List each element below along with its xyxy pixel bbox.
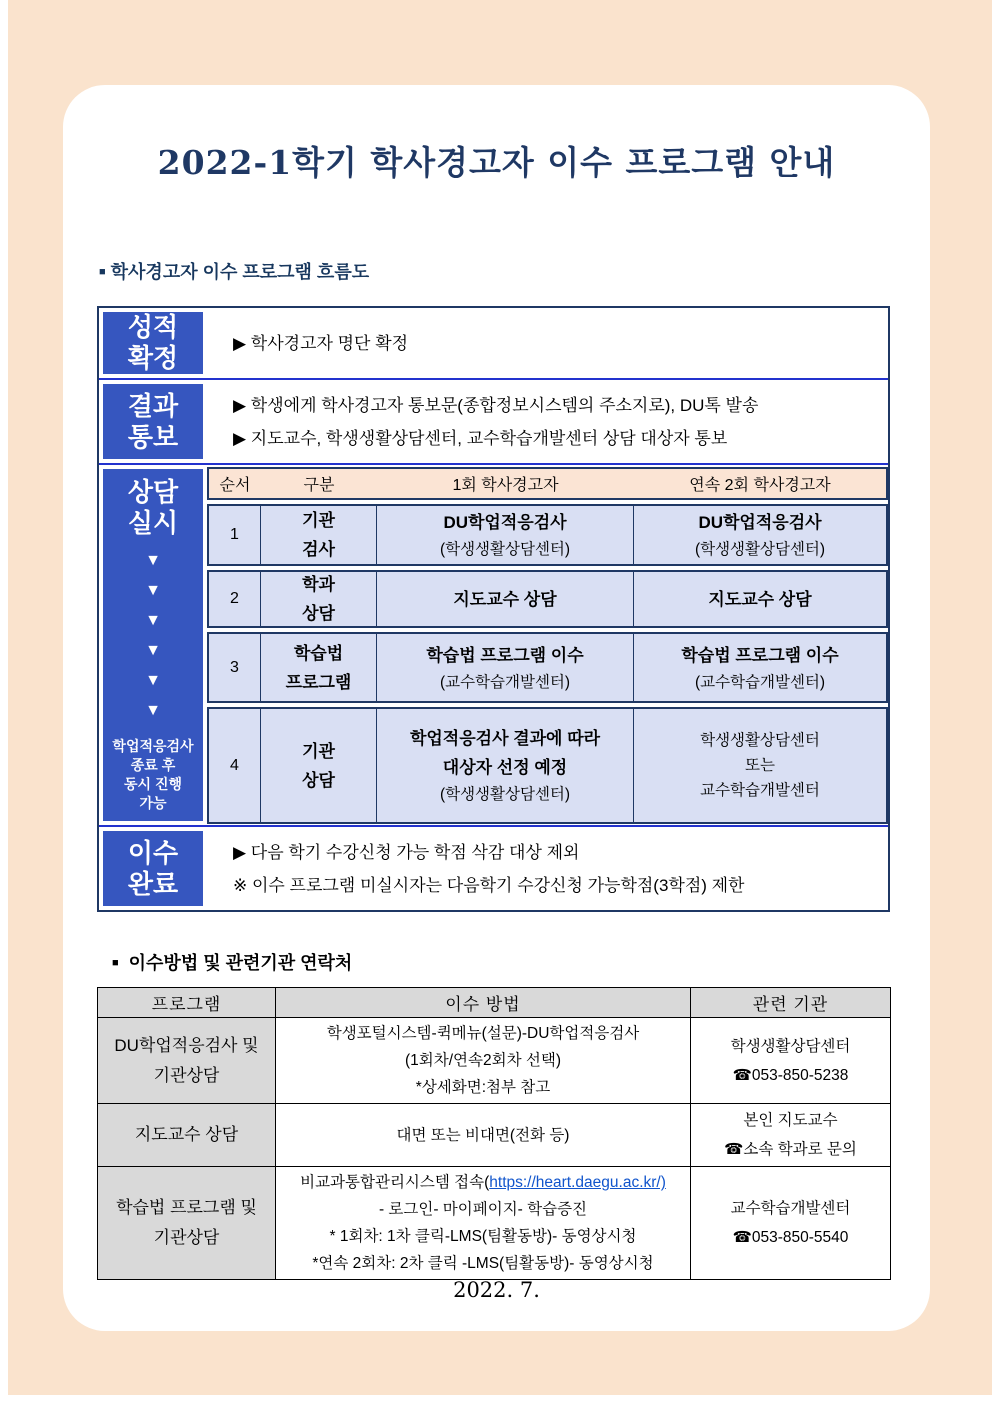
flow-step-grade xyxy=(103,312,203,374)
contact-table xyxy=(97,987,891,1280)
flow-step-label xyxy=(128,838,178,900)
contact-section-heading xyxy=(112,949,352,975)
flow-step-note-line: 가능 xyxy=(139,795,167,811)
cell-line: *연속 2회차: 2차 클릭 -LMS(팀활동방)- 동영상시청 xyxy=(312,1255,654,1272)
cell-method xyxy=(276,1167,691,1280)
cell-line: 본인 지도교수 xyxy=(743,1112,838,1129)
flow-step-cell xyxy=(99,465,207,825)
cell-first-warning xyxy=(377,634,634,701)
flow-arrows xyxy=(145,539,161,719)
cell-program xyxy=(98,1167,276,1280)
cell-line: (1회차/연속2회차 선택) xyxy=(405,1052,561,1069)
flow-step-label xyxy=(128,477,178,539)
contact-section-heading-text: 이수방법 및 관련기관 연락처 xyxy=(128,953,353,973)
flow-table xyxy=(97,306,890,912)
cell-line: 프로그램 xyxy=(285,672,352,692)
cell-line: *상세화면:첨부 참고 xyxy=(415,1079,551,1096)
heart-system-link[interactable]: https://heart.daegu.ac.kr/) xyxy=(489,1174,666,1191)
cell-no: 3 xyxy=(209,634,261,701)
cell-line: 상담 xyxy=(302,604,335,623)
cell-second-warning xyxy=(634,506,886,564)
cell-line: DU학업적응검사 xyxy=(443,513,567,532)
flow-step-label-line: 완료 xyxy=(127,868,179,899)
down-arrow-icon: ▼ xyxy=(145,612,161,629)
flow-step-cell xyxy=(99,827,207,910)
flow-item: ▶ 다음 학기 수강신청 가능 학점 삭감 대상 제외 xyxy=(233,842,580,862)
cell-line: ☎소속 학과로 문의 xyxy=(724,1141,857,1158)
flow-step-label xyxy=(128,312,178,374)
cell-category xyxy=(261,572,377,626)
cell-line: 학습법 xyxy=(293,643,344,663)
cell-first-warning xyxy=(377,709,634,822)
cell-second-warning xyxy=(634,634,886,701)
cell-line: 또는 xyxy=(745,757,775,774)
flow-row-complete xyxy=(99,825,888,910)
cell-org xyxy=(691,1018,891,1104)
flow-step-label-line: 확정 xyxy=(127,343,179,373)
flow-item: ▶ 학생에게 학사경고자 통보문(종합정보시스템의 주소지로), DU톡 발송 xyxy=(233,395,759,415)
table-row xyxy=(207,632,888,703)
flow-step-note-line: 동시 진행 xyxy=(124,776,182,792)
cell-second-warning xyxy=(634,709,886,822)
flow-step-notice xyxy=(103,384,203,459)
cell-line: 학생생활상담센터 xyxy=(700,732,820,749)
cell-line: 대상자 선정 예정 xyxy=(442,758,568,777)
cell-line: 학생포털시스템-퀵메뉴(설문)-DU학업적응검사 xyxy=(326,1025,640,1042)
cell-line: 지도교수 상담 xyxy=(134,1125,239,1144)
cell-line: - 로그인- 마이페이지- 학습증진 xyxy=(378,1201,588,1218)
down-arrow-icon: ▼ xyxy=(145,642,161,659)
cell-category xyxy=(261,506,377,564)
cell-org xyxy=(691,1104,891,1167)
flow-step-label-line: 실시 xyxy=(127,508,179,538)
cell-method xyxy=(276,1018,691,1104)
cell-program xyxy=(98,1018,276,1104)
column-header-org: 관련 기관 xyxy=(691,988,891,1018)
cell-line: 학습법 프로그램 및 xyxy=(116,1198,257,1217)
flow-step-label-line: 상담 xyxy=(127,477,179,507)
cell-category xyxy=(261,634,377,701)
flow-step-label xyxy=(128,391,178,453)
cell-first-warning xyxy=(377,506,634,564)
contact-table-header-row xyxy=(98,988,891,1018)
cell-line: 학생생활상담센터 xyxy=(730,1037,851,1055)
down-arrow-icon: ▼ xyxy=(145,582,161,599)
flow-step-note-line: 학업적응검사 xyxy=(112,738,194,754)
table-row xyxy=(207,570,888,628)
cell-org xyxy=(691,1167,891,1280)
cell-first-warning xyxy=(377,572,634,626)
cell-second-warning xyxy=(634,572,886,626)
table-row xyxy=(98,1104,891,1167)
document-card xyxy=(63,85,930,1331)
down-arrow-icon: ▼ xyxy=(145,702,161,719)
column-header: 순서 xyxy=(219,477,251,494)
cell-line: 기관상담 xyxy=(153,1228,220,1247)
cell-line: (교수학습개발센터) xyxy=(694,673,826,691)
flow-content-notice xyxy=(207,380,888,463)
table-row xyxy=(98,1167,891,1280)
cell-line: * 1회차: 1차 클릭-LMS(팀활동방)- 동영상시청 xyxy=(329,1228,637,1245)
flow-step-complete xyxy=(103,831,203,906)
flow-item: ※ 이수 프로그램 미실시자는 다음학기 수강신청 가능학점(3학점) 제한 xyxy=(233,875,745,895)
flow-step-note-line: 종료 후 xyxy=(130,757,176,773)
cell-line: 검사 xyxy=(302,540,335,559)
link-prefix: 비교과통합관리시스템 접속( xyxy=(300,1174,490,1191)
cell-line: 기관상담 xyxy=(153,1065,220,1085)
cell-no: 4 xyxy=(209,709,261,822)
table-row xyxy=(98,1018,891,1104)
cell-line: 대면 또는 비대면(전화 등) xyxy=(396,1126,570,1144)
table-row xyxy=(207,707,888,824)
cell-category xyxy=(261,709,377,822)
consult-table-header xyxy=(207,467,888,500)
square-bullet-icon: ■ xyxy=(112,957,119,969)
cell-line: (학생생활상담센터) xyxy=(694,541,826,558)
flow-row-notice xyxy=(99,378,888,463)
cell-line: 지도교수 상담 xyxy=(708,589,812,609)
flow-step-label-line: 성적 xyxy=(127,312,179,342)
cell-line: 교수학습개발센터 xyxy=(730,1200,851,1217)
flow-step-label-line: 통보 xyxy=(127,421,179,452)
column-header: 구분 xyxy=(303,477,335,494)
document-date: 2022. 7. xyxy=(453,1278,540,1302)
flow-content-grade xyxy=(207,308,888,378)
flow-step-consult xyxy=(103,469,203,821)
cell-line: (학생생활상담센터) xyxy=(439,786,571,803)
table-row xyxy=(207,504,888,566)
flow-section-heading xyxy=(99,258,369,284)
cell-line: (교수학습개발센터) xyxy=(439,673,571,691)
flow-item: ▶ 지도교수, 학생생활상담센터, 교수학습개발센터 상담 대상자 통보 xyxy=(233,428,728,448)
cell-line: (학생생활상담센터) xyxy=(439,541,571,558)
square-bullet-icon: ■ xyxy=(99,266,106,278)
cell-line: 지도교수 상담 xyxy=(453,589,557,609)
cell-method xyxy=(276,1104,691,1167)
flow-step-label-line: 결과 xyxy=(127,390,179,421)
flow-step-note xyxy=(112,737,193,813)
page-title: 2022-1학기 학사경고자 이수 프로그램 안내 xyxy=(157,143,836,182)
flow-item: ▶ 학사경고자 명단 확정 xyxy=(233,333,409,353)
column-header: 연속 2회 학사경고자 xyxy=(689,477,831,494)
cell-line: DU학업적응검사 xyxy=(698,513,822,532)
column-header: 1회 학사경고자 xyxy=(452,477,559,494)
flow-section-heading-text: 학사경고자 이수 프로그램 흐름도 xyxy=(110,262,370,282)
cell-line: 상담 xyxy=(302,770,335,790)
cell-line: DU학업적응검사 및 xyxy=(114,1035,259,1055)
cell-line: 학습법 프로그램 이수 xyxy=(681,645,839,665)
column-header-program: 프로그램 xyxy=(98,988,276,1018)
column-header-method: 이수 방법 xyxy=(276,988,691,1018)
flow-step-label-line: 이수 xyxy=(127,837,179,868)
cell-line: 학업적응검사 결과에 따라 xyxy=(409,729,601,748)
flow-step-cell xyxy=(99,308,207,378)
cell-line xyxy=(280,1169,686,1196)
flow-step-cell xyxy=(99,380,207,463)
phone-number: ☎053-850-5238 xyxy=(732,1066,849,1084)
cell-program xyxy=(98,1104,276,1167)
flow-row-grade xyxy=(99,308,888,378)
consult-table xyxy=(207,465,888,825)
down-arrow-icon: ▼ xyxy=(145,672,161,689)
phone-number: ☎053-850-5540 xyxy=(732,1229,849,1246)
cell-line: 기관 xyxy=(302,741,335,761)
down-arrow-icon: ▼ xyxy=(145,552,161,569)
cell-no: 1 xyxy=(209,506,261,564)
cell-line: 학과 xyxy=(302,575,335,594)
cell-line: 교수학습개발센터 xyxy=(700,782,820,799)
cell-line: 학습법 프로그램 이수 xyxy=(426,645,584,665)
flow-content-complete xyxy=(207,827,888,910)
flow-row-consult xyxy=(99,463,888,825)
cell-no: 2 xyxy=(209,572,261,626)
cell-line: 기관 xyxy=(302,511,335,530)
